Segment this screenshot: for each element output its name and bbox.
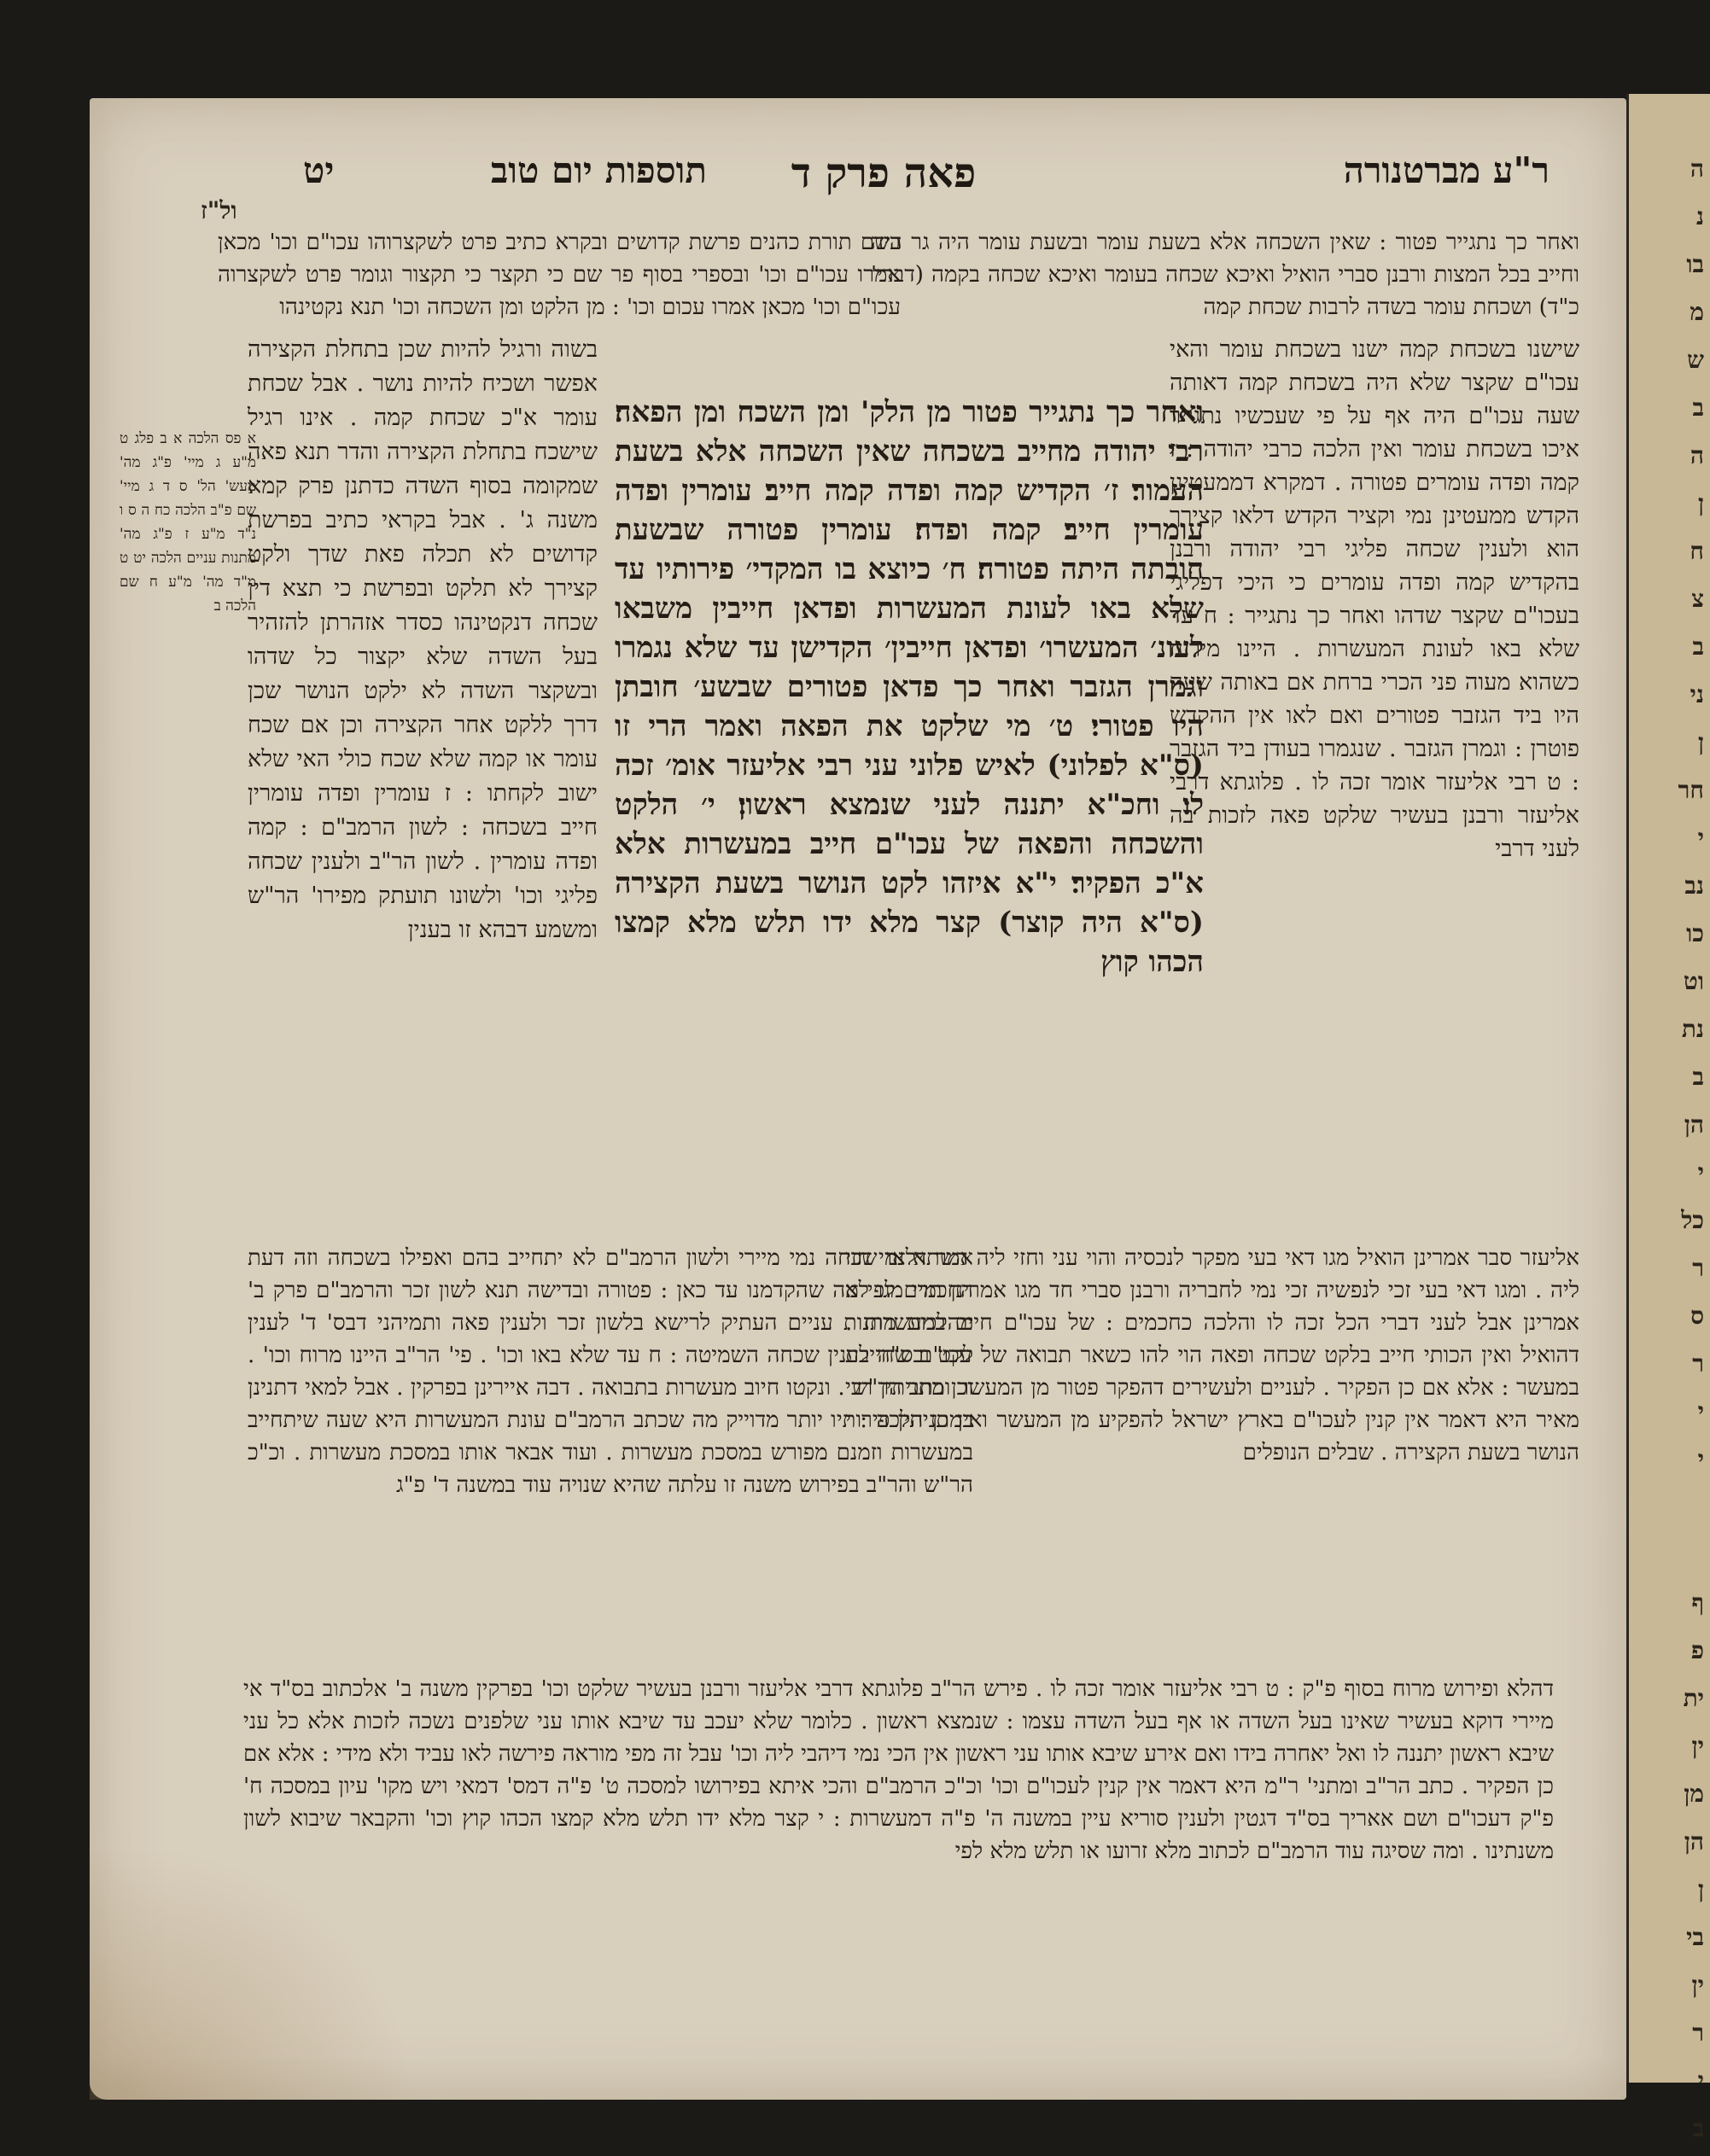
- page-header: [218, 149, 1550, 209]
- tosafot-lower-text: אמר דלאו שכחה נמי מיירי ולשון הרמב"ם לא יתחייב בהם ואפילו בשכחה וזה דעת החכמים לפי מה שהקדמנו עד כאן : פטורה ובדישה תנא לשון זכר והרמב"ם פרק ב' מהלכות מתנות עניים העתיק לרישא בלשון זכר ולענין פאה ותמיהני דבס' ד' לענין לקט ובס"ה לענין שכחה השמיטה : ח עד שלא באו וכו' . פי' הר"ב היינו מרוח וכו' . וכן כתב הר"ש . ונקטו חיוב מעשרות בתבואה . דבה איירינן בפרקין . אבל למאי דתנינן במתניתין פירותיו יותר מדוייק מה שכתב הרמב"ם עונת המעשרות היא שעה שיתחייב במעשרות וזמנם מפורש במסכת מעשרות . ועוד אבאר אותו במסכת מעשרות . וכ"כ הר"ש והר"ב בפירוש משנה זו עלתה שהיא שנויה עוד במשנה ד' פ"ג: [248, 1245, 974, 1498]
- adjacent-page-text: ה נ בו מ ש ב ה ן ח צ ב ני ן חר י נב כו וט נת ב הן י כל ר ס ר י י ף פ ית ין מן הן ן בי ין ר י ב: [1678, 154, 1704, 2142]
- tosafot-top-text: בשם תורת כהנים פרשת קדושים ובקרא כתיב פרט לשקצרוהו עכו"ם וכו' מכאן אמרו עכו"ם וכו' ובספרי בסוף פר שם כי תקצר כי תקצור וגומר פרט לשקצרוה עכו"ם וכו' מכאן אמרו עכום וכו' : מן הלקט ומן השכחה וכו' תנא נקטינהו: [218, 230, 901, 320]
- header-bartenura-title: ר"ע מברטנורה: [1343, 149, 1550, 191]
- margin-references: א פס הלכה א ב פלג ט מ"ע ג מיי' פ"ג מה' מעש' הל' ס ד ג מיי' שם פ"ב הלכה כח ה ס ו נ"ד מ"ע ז פ"ג מה' מתנות עניים הלכה יט ט מ"ד מה' מ"ע ח שם הלכה ב: [120, 430, 256, 615]
- adjacent-page-edge: [1626, 94, 1710, 2142]
- header-tractate-chapter: פאה פרק ד: [791, 149, 977, 197]
- book-page: [90, 98, 1626, 2100]
- bartenura-commentary-column: שישנו בשכחת קמה ישנו בשכחת עומר והאי עכו"ם שקצר שלא היה בשכחת קמה דאותה שעה עכו"ם היה אף על פי שעכשיו נתגייר איכו בשכחת עומר ואין הלכה כרבי יהודה : ז קמה ופדה עומרים פטורה . דמקרא דממעטינן הקדש ממעטינן נמי וקציר הקדש דלאו קצירך הוא ולענין שכחה פליגי רבי יהודה ורבנן בהקדיש קמה ופדה עומרים כי היכי דפליגי בעכו"ם שקצר שדהו ואחר כך נתגייר : ח עד שלא באו לעונת המעשרות . היינו מירוח כשהוא מעוה פני הכרי ברחת אם באותה שעה היו ביד הגזבר פטורים ואם לאו אין ההקדש פוטרן : וגמרן הגזבר . שנגמרו בעודן ביד הגזבר : ט רבי אליעזר אומר זכה לו . פלוגתא דרבי אליעזר ורבנן בעשיר שלקט פאה לזכות בה לעני דרבי: [1170, 336, 1579, 862]
- header-corner-mark: ול"ז: [201, 196, 237, 224]
- tosafot-commentary-column: בשוה ורגיל להיות שכן בתחלת הקצירה אפשר ושכיח להיות נושר . אבל שכחת עומר א"כ שכחת קמה . אינו רגיל שישכח בתחלת הקצירה והדר תנא פאה שמקומה בסוף השדה כדתנן פרק קמא משנה ג' . אבל בקראי כתיב בפרשת קדושים לא תכלה פאת שדך ולקט קצירך לא תלקט ובפרשת כי תצא דין שכחה דנקטינהו כסדר אזהרתן להזהיר בעל השדה שלא יקצור כל שדהו ובשקצר השדה לא ילקט הנושר שכן דרך ללקט אחר הקצירה וכן אם שכח עומר או קמה שלא שכח כולי האי שלא ישוב לקחתו : ז עומרין ופדה עומרין חייב בשכחה : לשון הרמב"ם : קמה ופדה עומרין . לשון הר"ב ולענין שכחה פליגי וכו' ולשונו תועתק מפירו' הר"ש ומשמע דבהא זו בענין: [248, 336, 598, 943]
- mishnah-main-text: ואחר כך נתגייר פטור מן הלק' ומן השכח ומן הפאה׃ רבי יהודה מחייב בשכחה שאין השכחה אלא בשעת העמור׃ ז׳ הקדיש קמה ופדה קמה חייב׃ עומרין ופדה עומרין חייב׃ קמה ופדה׃ עומרין פטורה שבשעת חובתה היתה פטורה׃ ח׳ כיוצא בו המקדי׳ פירותיו עד שלא באו לעונת המעשרות ופדאן חייבין משבאו לעונ׳ המעשרו׳ ופדאן חייבין׳ הקדישן עד שלא נגמרו וגמרן הגזבר ואחר כך פדאן פטורים שבשע׳ חובתן היו פטורי׃ ט׳ מי שלקט את הפאה ואמר הרי זו (ס"א לפלוני) לאיש פלוני עני רבי אליעזר אומ׳ זכה לו׃ וחכ"א יתננה לעני שנמצא ראשון׃ י׳ הלקט והשכחה והפאה של עכו"ם חייב במעשרות אלא א"כ הפקיר׃ י"א איזהו לקט הנושר בשעת הקצירה (ס"א היה קוצר) קצר מלא ידו תלש מלא קמצו הכהו קוץ: [615, 395, 1204, 979]
- header-folio-number: יט: [303, 149, 335, 191]
- bartenura-lower-text: אליעזר סבר אמרינן הואיל מגו דאי בעי מפקר לנכסיה והוי עני וחזי ליה השתא נמי חזי ליה . ומגו דאי בעי זכי לנפשיה זכי נמי לחבריה ורבנן סברי חד מגו אמרינן תרי מגו לא אמרינן אבל לעני דברי הכל זכה לו והלכה כחכמים : של עכו"ם חייב במעשרות . דהואיל ואין הכותי חייב בלקט שכחה ופאה הוי להו כשאר תבואה של עכו"ם שחייבת במעשר : אלא אם כן הפקיר . לעניים ולעשירים דהפקר פטור מן המעשר ומתניתין רבי מאיר היא דאמר אין קנין לעכו"ם בארץ ישראל להפקיע מן המעשר ואין כן הלכה : י הנושר בשעת הקצירה . שבלים הנופלים: [845, 1245, 1579, 1465]
- tosafot-bottom-text: דהלא ופירוש מרוח בסוף פ"ק : ט רבי אליעזר אומר זכה לו . פירש הר"ב פלוגתא דרבי אליעזר ורבנן בעשיר שלקט וכו' בפרקין משנה ב' אלכתוב בס"ד אי מיירי דוקא בעשיר שאינו בעל השדה או אף בעל השדה עצמו : שנמצא ראשון . כלומר שלא יעכב עד שיבא אותו עני שלפנים נשכה לזכות אלא כל עני שיבא ראשון יתננה לו ואל יאחרה בידו ואם אירע שיבא אותו עני ראשון אין הכי נמי דיהבי ליה וכו' עבל זה מפי מוראה פירשה לאו עביד ולא מידי : אלא אם כן הפקיר . כתב הר"ב ומתני' ר"מ היא דאמר אין קנין לעכו"ם וכו' וכ"כ הרמב"ם והכי איתא בפירושו למסכה ט' פ"ה דמס' דמאי ויש מקו' עיון במסכה ח' פ"ק דעכו"ם ושם אאריך בס"ד דגטין ולענין סוריא עיין במשנה ה' פ"ה דמעשרות : י קצר מלא ידו תלש מלא קמצו הכהו קוץ וכו' והקבאר שיבוא לשון משנתינו . ומה שסיגה עוד הרמב"ם לכתוב מלא זרועו או תלש מלא לפי: [243, 1676, 1554, 1864]
- header-tosafot-title: תוספות יום טוב: [491, 149, 708, 191]
- bartenura-top-text: ואחר כך נתגייר פטור : שאין השכחה אלא בשעת עומר ובשעת עומר היה גר היה וחייב בכל המצות ורבנן סברי הואיל ואיכא שכחה בעומר ואיכא שכחה בקמה (דברי' כ"ד) ושכחת עומר בשדה לרבות שכחת קמה: [871, 230, 1579, 320]
